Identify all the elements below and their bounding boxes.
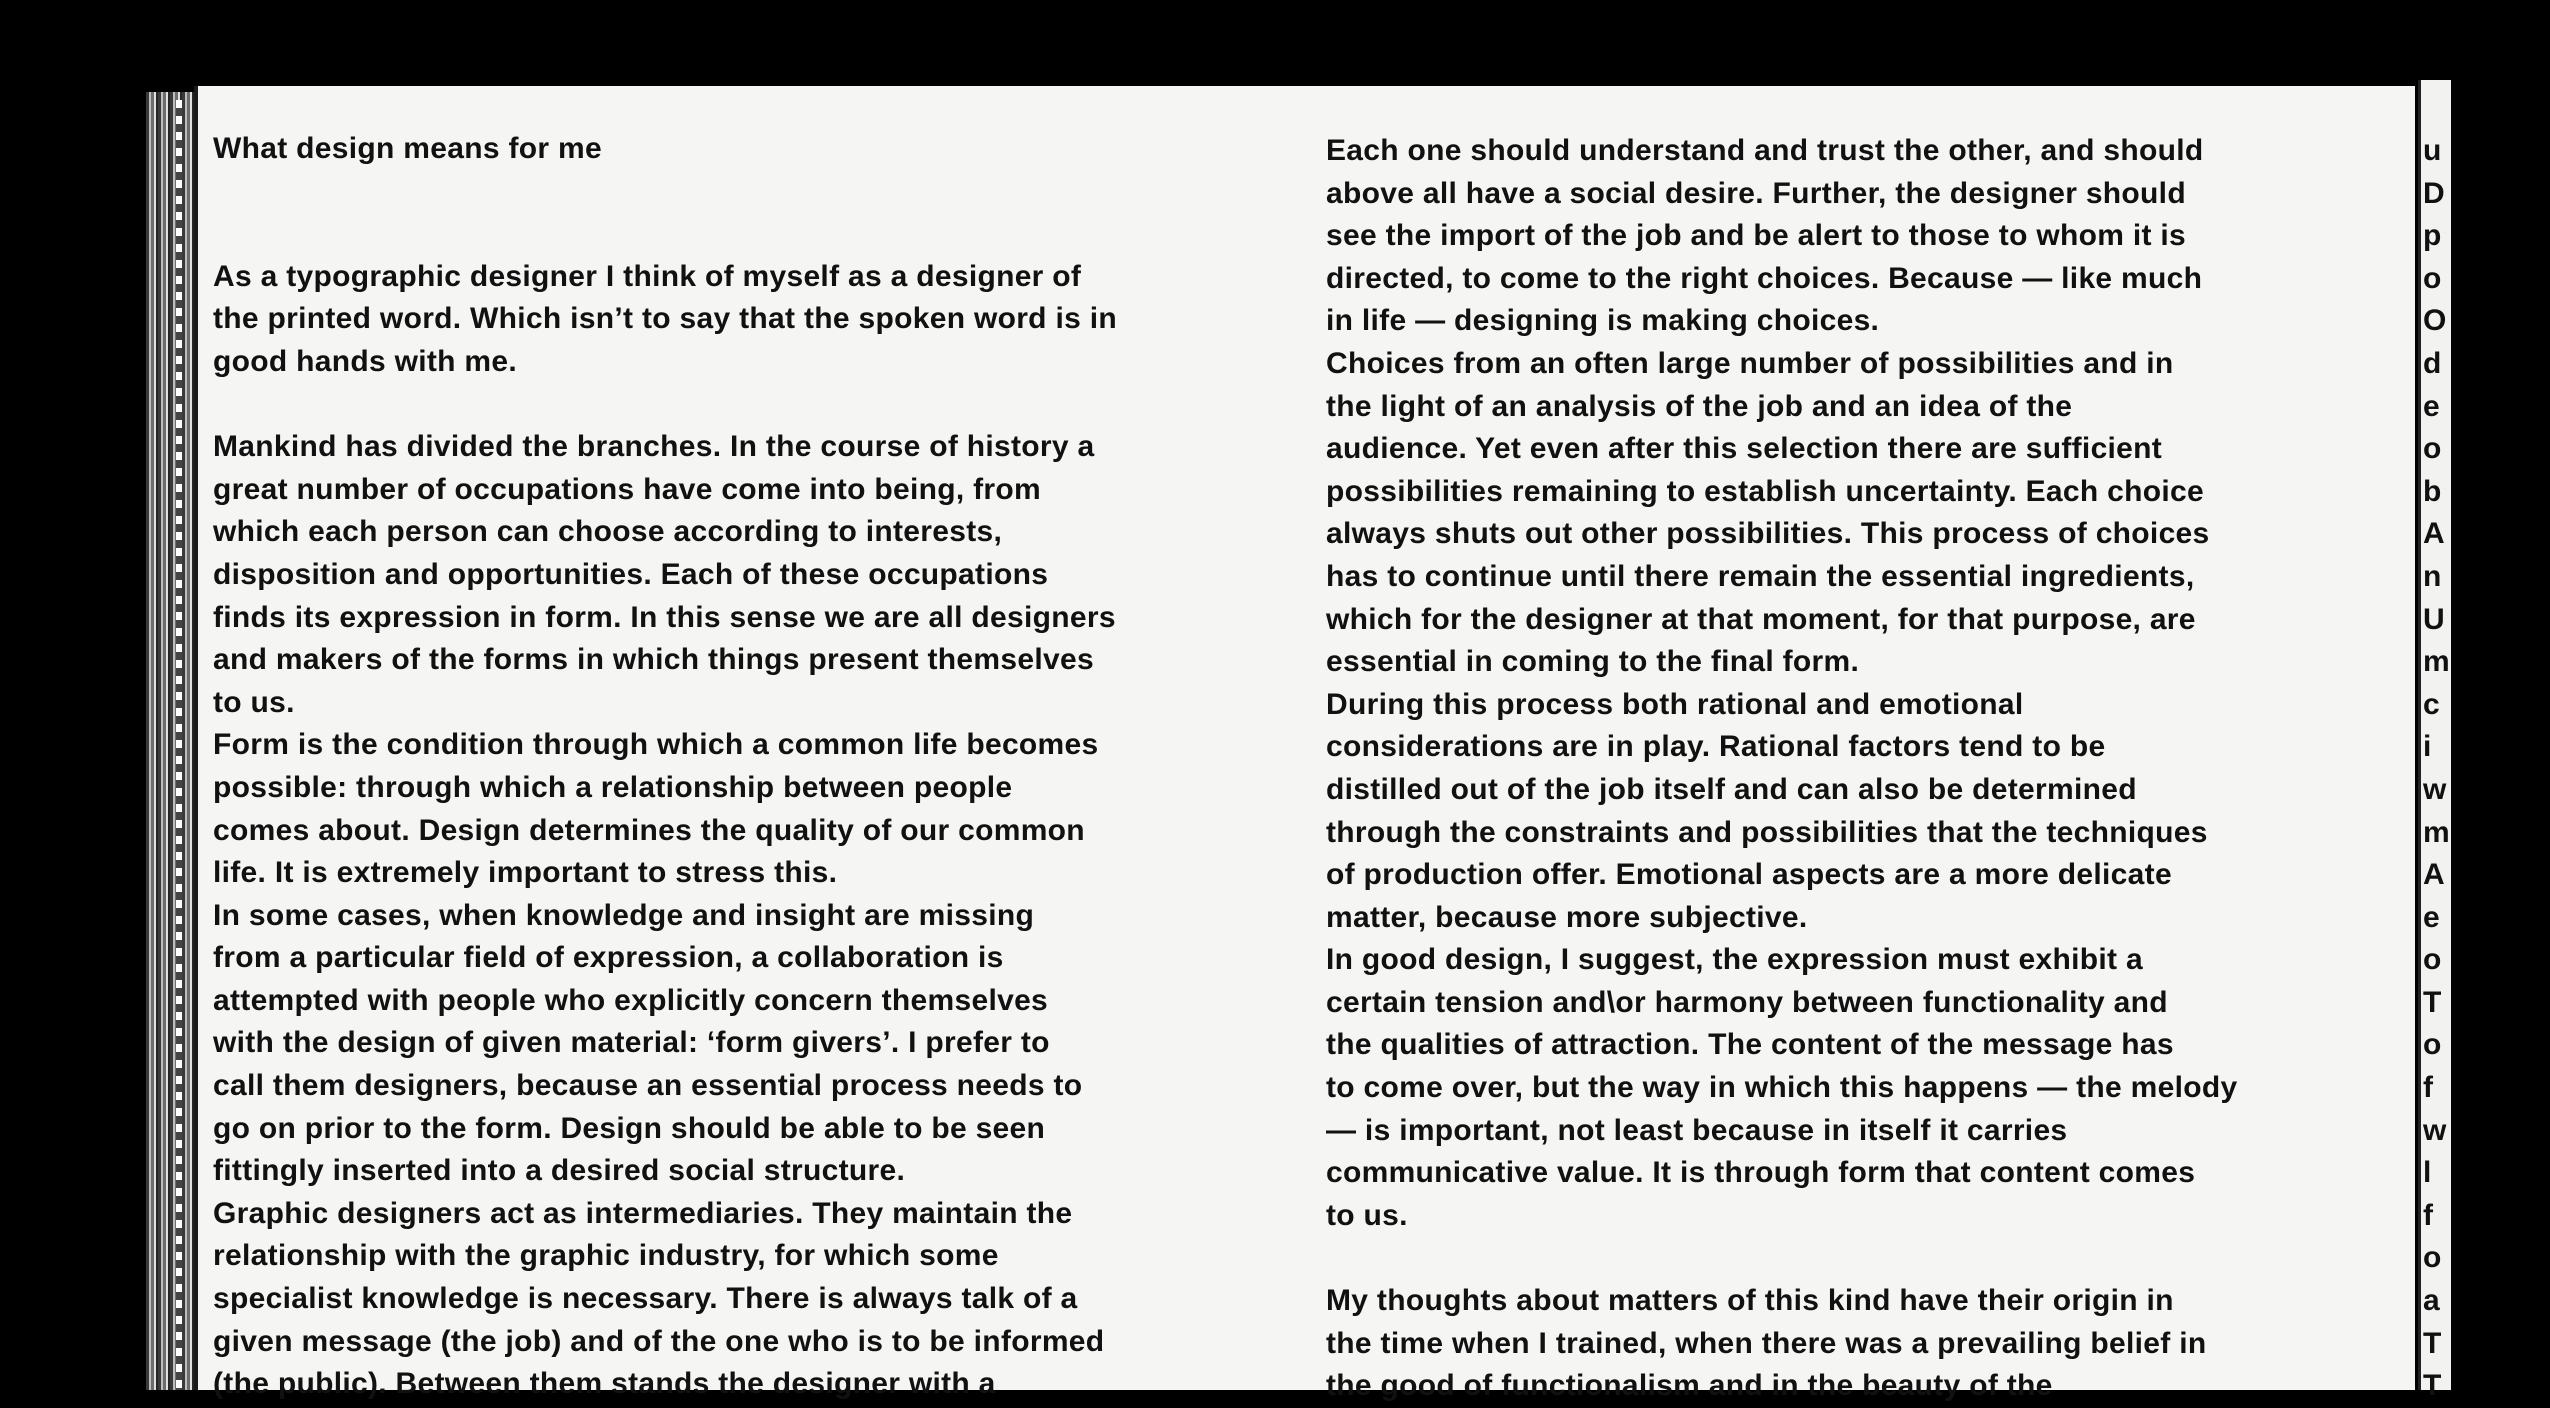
text-fragment: T (2423, 1326, 2442, 1360)
text-line: go on prior to the form. Design should be able to be seen (213, 1111, 1046, 1145)
text-fragment: n (2423, 559, 2442, 593)
text-line: the printed word. Which isn’t to say that the spoken word is in (213, 302, 1117, 336)
text-fragment: U (2423, 602, 2445, 636)
text-fragment: f (2423, 1198, 2433, 1232)
text-line: distilled out of the job itself and can also be determined (1326, 772, 2137, 806)
text-line: which each person can choose according to interests, (213, 515, 1003, 549)
text-line: given message (the job) and of the one who is to be informed (213, 1324, 1105, 1358)
text-line: possible: through which a relationship between people (213, 770, 1013, 804)
text-line: matter, because more subjective. (1326, 900, 1808, 934)
text-fragment: l (2423, 1156, 2432, 1190)
text-line: In good design, I suggest, the expression must exhibit a (1326, 943, 2143, 977)
text-line: As a typographic designer I think of myself as a designer of (213, 259, 1082, 293)
text-fragment: i (2423, 730, 2432, 764)
text-fragment: T (2423, 1369, 2442, 1403)
text-line: (the public). Between them stands the designer with a (213, 1367, 996, 1401)
text-line: Each one should understand and trust the other, and should (1326, 134, 2204, 167)
text-line: possibilities remaining to establish uncertainty. Each choice (1326, 474, 2204, 508)
page-edge-line (194, 86, 198, 1390)
article-title: What design means for me (213, 132, 602, 165)
text-line: through the constraints and possibilities that the techniques (1326, 815, 2208, 849)
text-fragment: o (2423, 261, 2442, 295)
text-line: comes about. Design determines the quality of our common (213, 813, 1085, 847)
text-line: the good of functionalism and in the beauty of the (1326, 1369, 2053, 1403)
text-fragment: O (2423, 304, 2447, 338)
text-line: fittingly inserted into a desired social structure. (213, 1154, 906, 1188)
next-page-text-strip (2423, 130, 2450, 1408)
text-line: of production offer. Emotional aspects are a more delicate (1326, 858, 2172, 892)
text-line: specialist knowledge is necessary. There is always talk of a (213, 1282, 1078, 1316)
text-line: disposition and opportunities. Each of these occupations (213, 557, 1049, 591)
text-line: the qualities of attraction. The content of the message has (1326, 1028, 2174, 1062)
text-line: to us. (1326, 1198, 1408, 1232)
text-line: to us. (213, 685, 295, 719)
text-line: call them designers, because an essential process needs to (213, 1069, 1083, 1103)
text-line: great number of occupations have come into being, from (213, 472, 1041, 506)
text-line: the time when I trained, when there was a prevailing belief in (1326, 1326, 2207, 1360)
text-line: essential in coming to the final form. (1326, 645, 1860, 679)
text-line: life. It is extremely important to stress this. (213, 856, 838, 890)
text-line: directed, to come to the right choices. Because — like much (1326, 261, 2203, 295)
text-line: Mankind has divided the branches. In the course of history a (213, 430, 1095, 464)
text-fragment: o (2423, 432, 2442, 466)
text-fragment: A (2423, 858, 2445, 892)
text-line: In some cases, when knowledge and insight are missing (213, 898, 1035, 932)
text-line: Choices from an often large number of possibilities and in (1326, 346, 2174, 380)
text-line: Graphic designers act as intermediaries. They maintain the (213, 1196, 1073, 1230)
text-line: with the design of given material: ‘form givers’. I prefer to (213, 1026, 1050, 1060)
book-page-edges (146, 92, 194, 1390)
text-line: considerations are in play. Rational factors tend to be (1326, 730, 2106, 764)
text-fragment: b (2423, 474, 2442, 508)
text-line: see the import of the job and be alert to those to whom it is (1326, 219, 2187, 253)
text-line: During this process both rational and emotional (1326, 687, 2024, 721)
text-fragment: p (2423, 219, 2442, 253)
text-fragment: T (2423, 985, 2442, 1019)
text-fragment: c (2423, 687, 2440, 721)
text-fragment: o (2423, 1028, 2442, 1062)
text-fragment: u (2423, 134, 2442, 167)
text-fragment: A (2423, 517, 2445, 551)
text-line: above all have a social desire. Further, the designer should (1326, 176, 2186, 210)
text-fragment: o (2423, 1241, 2442, 1275)
book-page-edges-detail (176, 100, 182, 1390)
text-fragment: a (2423, 1284, 2440, 1318)
text-line (1326, 1237, 2237, 1280)
text-line: which for the designer at that moment, for that purpose, are (1326, 602, 2196, 636)
text-fragment: w (2423, 1113, 2447, 1147)
text-line: communicative value. It is through form that content comes (1326, 1156, 2196, 1190)
text-line: to come over, but the way in which this happens — the melody (1326, 1071, 2238, 1105)
text-fragment: m (2423, 645, 2450, 679)
text-line: Form is the condition through which a common life becomes (213, 728, 1099, 762)
text-line (213, 384, 1117, 427)
text-line: finds its expression in form. In this sense we are all designers (213, 600, 1116, 634)
text-line: relationship with the graphic industry, for which some (213, 1239, 999, 1273)
text-fragment: o (2423, 943, 2442, 977)
text-line: in life — designing is making choices. (1326, 304, 1880, 338)
text-line: has to continue until there remain the essential ingredients, (1326, 559, 2195, 593)
text-line: audience. Yet even after this selection there are sufficient (1326, 432, 2163, 466)
text-line (213, 213, 1117, 256)
text-line: certain tension and\or harmony between functionality and (1326, 985, 2168, 1019)
text-line: good hands with me. (213, 344, 518, 378)
text-fragment: D (2423, 176, 2445, 210)
text-line (213, 171, 1117, 214)
text-line: the light of an analysis of the job and an idea of the (1326, 389, 2073, 423)
text-line: always shuts out other possibilities. This process of choices (1326, 517, 2210, 551)
text-fragment: e (2423, 900, 2440, 934)
left-text-column (213, 128, 1117, 1406)
text-fragment: m (2423, 815, 2450, 849)
text-line: attempted with people who explicitly concern themselves (213, 983, 1049, 1017)
text-fragment: w (2423, 772, 2447, 806)
text-line: My thoughts about matters of this kind have their origin in (1326, 1284, 2174, 1318)
text-line: from a particular field of expression, a collaboration is (213, 941, 1004, 975)
text-fragment: f (2423, 1071, 2433, 1105)
text-fragment: d (2423, 346, 2442, 380)
text-line: — is important, not least because in itself it carries (1326, 1113, 2068, 1147)
text-fragment: e (2423, 389, 2440, 423)
right-text-column (1326, 130, 2237, 1408)
text-line: and makers of the forms in which things present themselves (213, 643, 1094, 677)
